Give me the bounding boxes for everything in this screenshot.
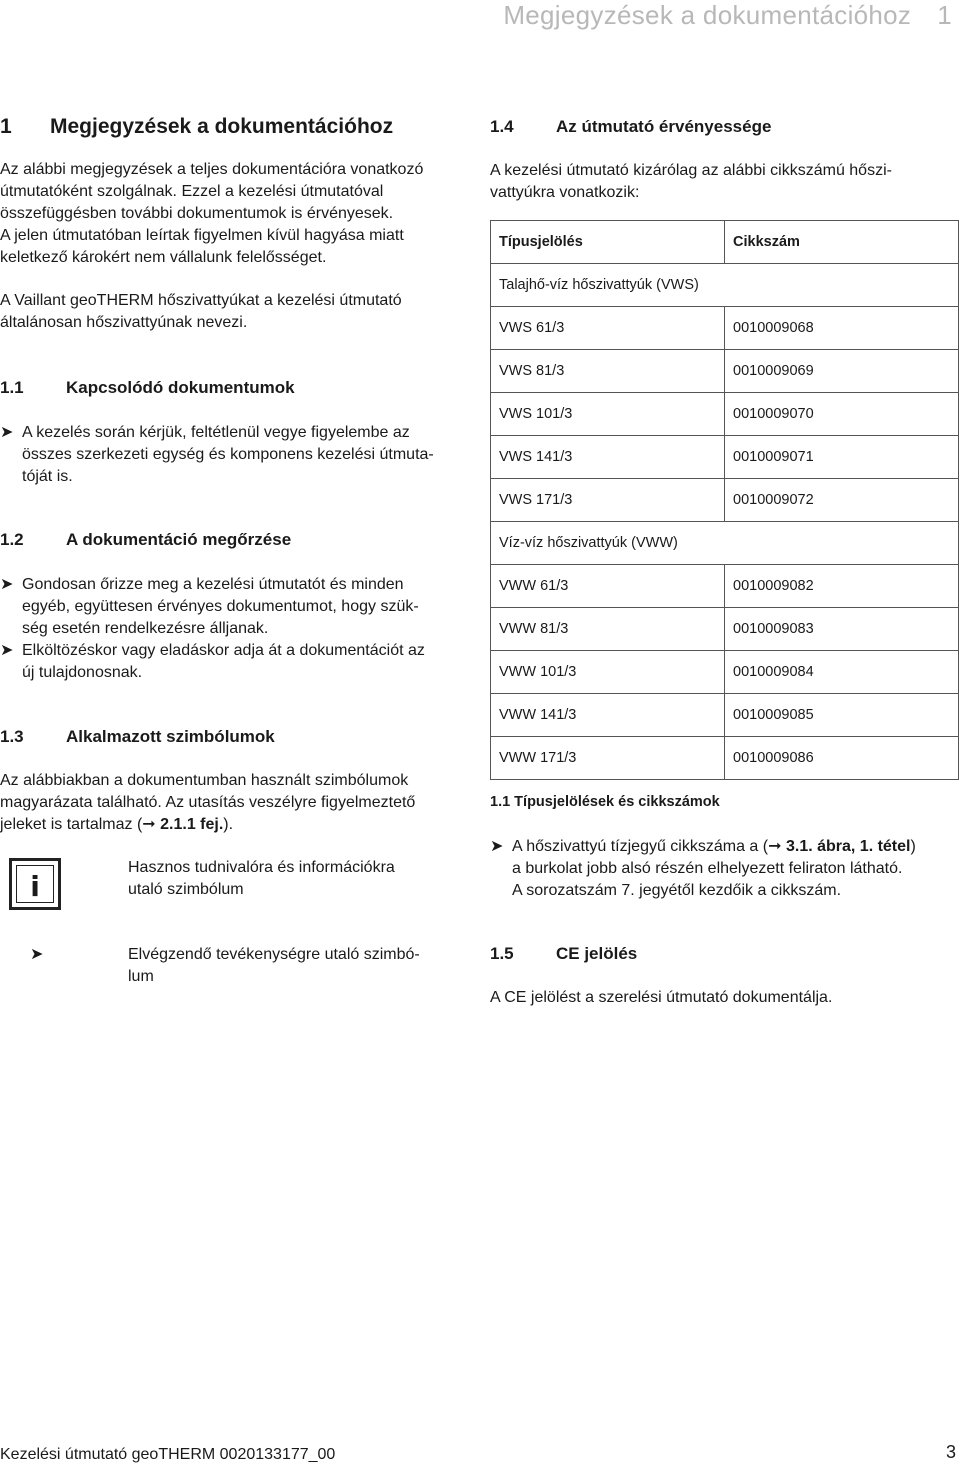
cross-reference: 2.1.1 fej. — [160, 816, 224, 833]
section-number: 1.1 — [0, 378, 24, 397]
text-line: Hasznos tudnivalóra és információkra — [128, 859, 395, 876]
text-line: vattyúkra vonatkozik: — [490, 184, 640, 201]
section-1-4-paragraph — [490, 160, 892, 204]
running-header-title: Megjegyzések a dokumentációhoz — [503, 0, 912, 30]
article-cell: 0010009071 — [725, 436, 959, 479]
text-line: keletkező károkért nem vállalunk felelősséget. — [0, 249, 327, 266]
text-line: magyarázata található. Az utasítás veszélyre figyelmeztető — [0, 794, 416, 811]
section-1-2-heading — [0, 530, 291, 550]
text-line — [0, 814, 415, 836]
bullet-item — [490, 836, 960, 902]
table-row — [491, 350, 959, 393]
section-title: Megjegyzések a dokumentációhoz — [50, 115, 394, 138]
type-cell: VWS 141/3 — [491, 436, 725, 479]
page-number: 3 — [945, 1442, 956, 1462]
section-number: 1 — [0, 115, 12, 138]
article-cell: 0010009069 — [725, 350, 959, 393]
text-line: Gondosan őrizze meg a kezelési útmutatót és minden — [22, 576, 404, 593]
article-cell: 0010009082 — [725, 565, 959, 608]
text-line: ség esetén rendelkezésre álljanak. — [22, 620, 269, 637]
info-symbol-description — [128, 857, 395, 901]
bullet-item — [0, 574, 470, 640]
text-line: általánosan hőszivattyúnak nevezi. — [0, 314, 248, 331]
text-line: útmutatóként szolgálnak. Ezzel a kezelési útmutatóval — [0, 183, 384, 200]
section-title: CE jelölés — [556, 944, 638, 963]
text-line: A jelen útmutatóban leírtak figyelmen kívül hagyása miatt — [0, 227, 404, 244]
text-fragment: ). — [223, 816, 234, 833]
bullet-arrow-icon: ➤ — [0, 424, 14, 441]
type-cell: VWW 81/3 — [491, 608, 725, 651]
table-row — [491, 694, 959, 737]
section-title: Alkalmazott szimbólumok — [66, 727, 275, 746]
text-line: A sorozatszám 7. jegyétől kezdőik a cikkszám. — [512, 882, 842, 899]
action-arrow-icon: ➤ — [30, 946, 44, 963]
text-fragment: ) — [910, 838, 916, 855]
section-number: 1.3 — [0, 727, 24, 746]
section-1-paragraph-1 — [0, 159, 423, 269]
text-line: új tulajdonosnak. — [22, 664, 143, 681]
text-line: a burkolat jobb alsó részén elhelyezett feliraton látható. — [512, 860, 903, 877]
reference-arrow-icon: ➞ — [768, 838, 782, 855]
type-cell: VWW 171/3 — [491, 737, 725, 780]
table-row — [491, 737, 959, 780]
section-1-1-heading — [0, 378, 295, 398]
section-title: A dokumentáció megőrzése — [66, 530, 292, 549]
article-cell: 0010009086 — [725, 737, 959, 780]
article-cell: 0010009085 — [725, 694, 959, 737]
section-1-heading — [0, 115, 393, 139]
type-cell: VWW 61/3 — [491, 565, 725, 608]
type-cell: VWW 101/3 — [491, 651, 725, 694]
bullet-arrow-icon: ➤ — [0, 642, 14, 659]
action-symbol-description — [128, 944, 420, 988]
article-cell: 0010009083 — [725, 608, 959, 651]
table-group-row — [491, 264, 959, 307]
text-line: A Vaillant geoTHERM hőszivattyúkat a kezelési útmutató — [0, 292, 402, 309]
section-1-3-heading — [0, 727, 275, 747]
reference-arrow-icon: ➞ — [142, 816, 156, 833]
table-header-row — [491, 221, 959, 264]
table-group-row — [491, 522, 959, 565]
running-header-chapter: 1 — [937, 0, 952, 30]
table-row — [491, 479, 959, 522]
text-line: összes szerkezeti egység és komponens kezelési útmuta- — [22, 446, 434, 463]
article-cell: 0010009068 — [725, 307, 959, 350]
product-table — [490, 220, 959, 780]
running-header — [503, 0, 952, 31]
info-icon — [9, 858, 61, 910]
text-line: A kezelés során kérjük, feltétlenül vegye figyelembe az — [22, 424, 410, 441]
text-fragment: jeleket is tartalmaz ( — [0, 816, 143, 833]
section-number: 1.4 — [490, 117, 514, 136]
section-1-5-paragraph: A CE jelölést a szerelési útmutató dokumentálja. — [490, 989, 833, 1006]
text-line: Elvégzendő tevékenységre utaló szimbó- — [128, 946, 420, 963]
table-row — [491, 307, 959, 350]
bullet-item — [0, 640, 470, 684]
section-title: Kapcsolódó dokumentumok — [66, 378, 295, 397]
section-number: 1.2 — [0, 530, 24, 549]
text-line: összefüggésben további dokumentumok is érvényesek. — [0, 205, 394, 222]
article-cell: 0010009072 — [725, 479, 959, 522]
column-header-type: Típusjelölés — [491, 221, 725, 264]
section-number: 1.5 — [490, 944, 514, 963]
table-row — [491, 565, 959, 608]
bullet-arrow-icon: ➤ — [490, 838, 504, 855]
section-1-5-heading — [490, 944, 637, 964]
bullet-item — [0, 422, 470, 488]
type-cell: VWS 101/3 — [491, 393, 725, 436]
text-line: A kezelési útmutató kizárólag az alábbi cikkszámú hőszi- — [490, 162, 892, 179]
info-icon-letter: i — [30, 870, 40, 903]
text-line: Az alábbi megjegyzések a teljes dokumentációra vonatkozó — [0, 161, 424, 178]
text-fragment: A hőszivattyú tízjegyű cikkszáma a ( — [512, 838, 769, 855]
table-row — [491, 608, 959, 651]
group-label: Víz-víz hőszivattyúk (VWW) — [491, 522, 959, 565]
article-cell: 0010009070 — [725, 393, 959, 436]
text-line: tóját is. — [22, 468, 73, 485]
type-cell: VWS 171/3 — [491, 479, 725, 522]
text-line: utaló szimbólum — [128, 881, 244, 898]
table-caption: 1.1 Típusjelölések és cikkszámok — [490, 794, 720, 810]
text-line: egyéb, együttesen érvényes dokumentumot, hogy szük- — [22, 598, 419, 615]
table-row — [491, 393, 959, 436]
footer-document-id: Kezelési útmutató geoTHERM 0020133177_00 — [0, 1446, 336, 1463]
table-row — [491, 651, 959, 694]
text-line: lum — [128, 968, 154, 985]
text-line: Elköltözéskor vagy eladáskor adja át a dokumentációt az — [22, 642, 425, 659]
type-cell: VWW 141/3 — [491, 694, 725, 737]
bullet-arrow-icon: ➤ — [0, 576, 14, 593]
type-cell: VWS 61/3 — [491, 307, 725, 350]
cross-reference: 3.1. ábra, 1. tétel — [785, 838, 911, 855]
type-cell: VWS 81/3 — [491, 350, 725, 393]
section-1-3-paragraph — [0, 770, 415, 836]
group-label: Talajhő-víz hőszivattyúk (VWS) — [491, 264, 959, 307]
text-line: Az alábbiakban a dokumentumban használt szimbólumok — [0, 772, 409, 789]
text-line — [512, 836, 916, 858]
column-header-article: Cikkszám — [725, 221, 959, 264]
table-row — [491, 436, 959, 479]
section-1-paragraph-2 — [0, 290, 402, 334]
article-cell: 0010009084 — [725, 651, 959, 694]
section-title: Az útmutató érvényessége — [556, 117, 772, 136]
section-1-4-heading — [490, 117, 771, 137]
